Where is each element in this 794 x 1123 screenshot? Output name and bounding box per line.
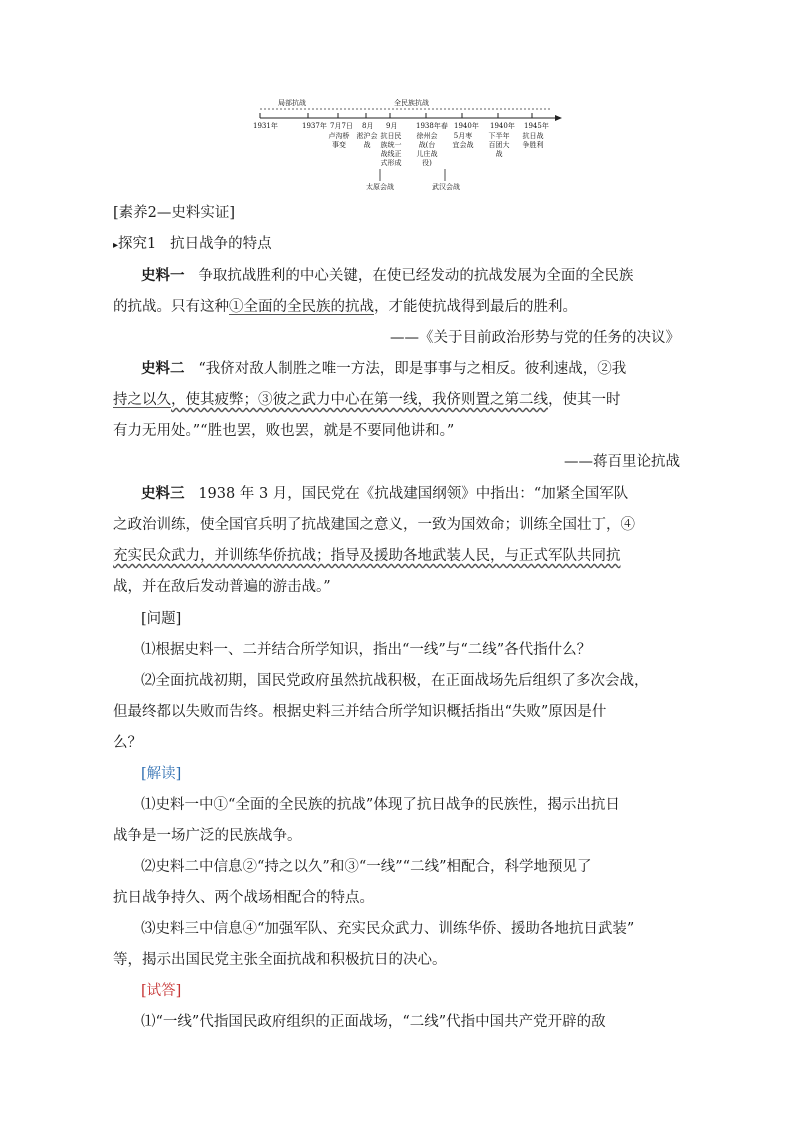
timeline-caption: 卢沟桥事变 — [328, 132, 350, 149]
question-label: [问题] — [141, 611, 182, 627]
timeline-diagram — [250, 95, 570, 195]
source2-label: 史料二 — [141, 360, 185, 377]
timeline-caption: 抗日民族统一战线正式形成 — [380, 132, 402, 167]
source3-label: 史料三 — [141, 485, 185, 502]
source1-text: 争取抗战胜利的中心关键，在使已经发动的抗战发展为全面的全民族 — [198, 268, 634, 284]
source3-line4: 战，并在敌后发动普遍的游击战。” — [113, 579, 331, 595]
question-2-line3: 么？ — [113, 735, 142, 751]
source3-line2: 之政治训练，使全国官兵明了抗战建国之意义，一致为国效命；训练全国壮丁，④ — [113, 517, 635, 533]
source2-highlight: 持之以久 — [113, 392, 171, 408]
source3-text: 1938 年 3 月，国民党在《抗战建国纲领》中指出：“加紧全国军队 — [198, 486, 629, 502]
timeline-year: 7月7日 — [330, 122, 353, 130]
source2-text: “我侪对敌人制胜之唯一方法，即是事事与之相反。彼利速战，②我 — [198, 361, 627, 377]
timeline-year: 1931年 — [253, 122, 278, 130]
timeline-caption: 下半年百团大战 — [488, 132, 510, 158]
inquiry-label: 探究1 — [118, 236, 157, 252]
source3-line1 — [141, 484, 711, 504]
interpretation-label: [解读] — [141, 766, 182, 782]
question-1: ⑴根据史料一、二并结合所学知识，指出“一线”与“二线”各代指什么？ — [141, 642, 592, 658]
interpretation-3-line1: ⑶史料三中信息④“加强军队、充实民众武力、训练华侨、援助各地抗日武装” — [141, 921, 635, 937]
question-2-line2: 但最终都以失败而告终。根据史料三并结合所学知识概括指出“失败”原因是什 — [113, 704, 607, 720]
answer-label: [试答] — [141, 983, 182, 999]
interpretation-2-line1: ⑵史料二中信息②“持之以久”和③“一线”“二线”相配合，科学地预见了 — [141, 859, 592, 875]
timeline-caption: 徐州会战(台儿庄战役) — [416, 132, 438, 167]
interpretation-1-line1: ⑴史料一中①“全面的全民族的抗战”体现了抗日战争的民族性，揭示出抗日 — [141, 797, 620, 813]
timeline-below-right: 武汉会战 — [432, 183, 460, 191]
timeline-caption: 淞沪会战 — [356, 132, 378, 149]
timeline-year: 9月 — [386, 122, 398, 130]
inquiry-title-line — [113, 234, 683, 256]
source2-citation: ——蒋百里论抗战 — [564, 454, 680, 470]
timeline-phase-local: 局部抗战 — [278, 99, 306, 107]
source1-highlight: ①全面的全民族的抗战 — [229, 299, 374, 315]
inquiry-title: 抗日战争的特点 — [170, 236, 272, 252]
interpretation-1-line2: 战争是一场广泛的民族战争。 — [113, 828, 302, 844]
source1-label: 史料一 — [141, 267, 185, 284]
timeline-year: 8月 — [362, 122, 374, 130]
source2-line2 — [113, 390, 683, 410]
timeline-caption: 5月枣宜会战 — [452, 132, 474, 149]
source1-citation: ——《关于目前政治形势与党的任务的决议》 — [390, 330, 680, 346]
timeline-phase-full: 全民族抗战 — [394, 99, 429, 107]
answer-1-line1: ⑴“一线”代指国民政府组织的正面战场，“二线”代指中国共产党开辟的敌 — [141, 1014, 606, 1030]
question-2-line1: ⑵全面抗战初期，国民党政府虽然抗战积极，在正面战场先后组织了多次会战， — [141, 673, 649, 689]
source1-text: 的抗战。只有这种 — [113, 299, 229, 315]
source2-highlight: ，使其疲弊；③彼之武力中心在第一线，我侪则置之第二线 — [171, 392, 548, 408]
triangle-bullet-icon: ▸ — [113, 240, 119, 251]
source2-line1 — [141, 359, 711, 379]
source3-line3: 充实民众武力，并训练华侨抗战；指导及援助各地武装人民，与正式军队共同抗 — [113, 548, 621, 564]
source2-line3: 有力无用处。”“胜也罢，败也罢，就是不要同他讲和。” — [113, 423, 455, 439]
source2-text: ，使其一时 — [548, 392, 621, 408]
source1-text: ，才能使抗战得到最后的胜利。 — [374, 299, 577, 315]
timeline-year: 1945年 — [524, 122, 549, 130]
timeline-caption: 抗日战争胜利 — [522, 132, 544, 149]
section-heading: [素养2—史料实证] — [113, 205, 236, 221]
interpretation-2-line2: 抗日战争持久、两个战场相配合的特点。 — [113, 890, 374, 906]
source1-line1 — [141, 266, 711, 286]
timeline-year: 1940年 — [490, 122, 515, 130]
interpretation-3-line2: 等，揭示出国民党主张全面抗战和积极抗日的决心。 — [113, 952, 447, 968]
timeline-below-left: 太原会战 — [366, 183, 394, 191]
timeline-year: 1938年春 — [416, 122, 448, 130]
timeline-year: 1937年 — [302, 122, 327, 130]
source1-line2 — [113, 297, 683, 317]
timeline-year: 1940年 — [454, 122, 479, 130]
